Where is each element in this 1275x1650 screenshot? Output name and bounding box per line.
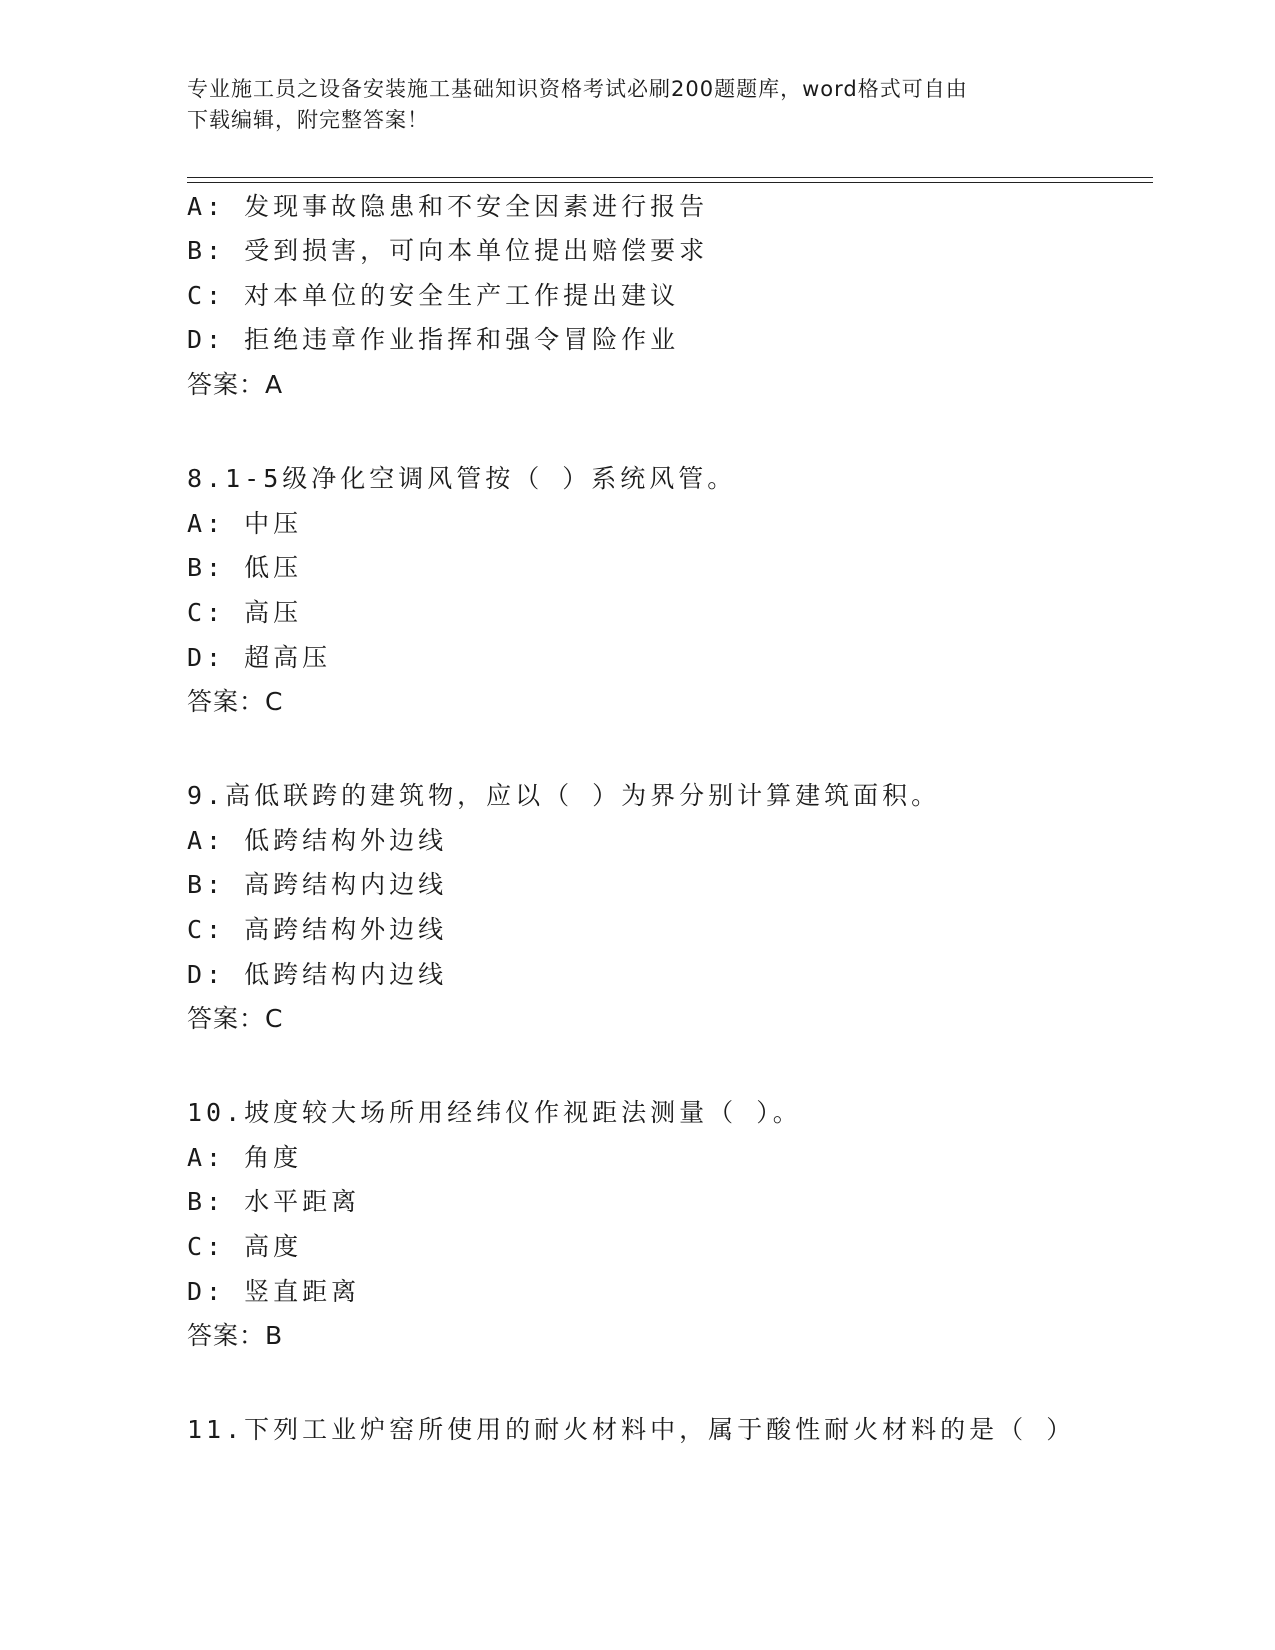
q10-option-b: B: 水平距离	[187, 1187, 361, 1216]
q9-option-d: D: 低跨结构内边线	[187, 960, 448, 989]
q8-option-b: B: 低压	[187, 553, 303, 582]
header-line-2: 下载编辑，附完整答案！	[187, 108, 429, 132]
header-divider-top	[187, 177, 1153, 178]
q8-option-c: C: 高压	[187, 598, 303, 627]
header-divider-bottom	[187, 182, 1153, 183]
document-header	[187, 74, 1077, 136]
q7-option-a: A: 发现事故隐患和不安全因素进行报告	[187, 192, 709, 221]
q7-option-c: C: 对本单位的安全生产工作提出建议	[187, 281, 680, 310]
q9-option-c: C: 高跨结构外边线	[187, 915, 448, 944]
q7-answer: 答案：A	[187, 370, 284, 399]
q7-option-d: D: 拒绝违章作业指挥和强令冒险作业	[187, 325, 680, 354]
q9-stem: 9.高低联跨的建筑物，应以（ ）为界分别计算建筑面积。	[187, 781, 941, 810]
q9-option-b: B: 高跨结构内边线	[187, 870, 448, 899]
q10-option-d: D: 竖直距离	[187, 1277, 361, 1306]
q10-option-c: C: 高度	[187, 1232, 303, 1261]
q8-option-a: A: 中压	[187, 509, 303, 538]
q11-stem: 11.下列工业炉窑所使用的耐火材料中，属于酸性耐火材料的是（ ）	[187, 1415, 1076, 1444]
q10-option-a: A: 角度	[187, 1143, 303, 1172]
q8-stem: 8.1-5级净化空调风管按（ ）系统风管。	[187, 464, 737, 493]
q8-answer: 答案：C	[187, 687, 284, 716]
q8-option-d: D: 超高压	[187, 643, 332, 672]
q7-option-b: B: 受到损害，可向本单位提出赔偿要求	[187, 236, 709, 265]
q10-answer: 答案：B	[187, 1321, 284, 1350]
q9-option-a: A: 低跨结构外边线	[187, 826, 448, 855]
q10-stem: 10.坡度较大场所用经纬仪作视距法测量（ ）。	[187, 1098, 802, 1127]
header-line-1: 专业施工员之设备安装施工基础知识资格考试必刷200题题库，word格式可自由	[187, 77, 968, 101]
q9-answer: 答案：C	[187, 1004, 284, 1033]
